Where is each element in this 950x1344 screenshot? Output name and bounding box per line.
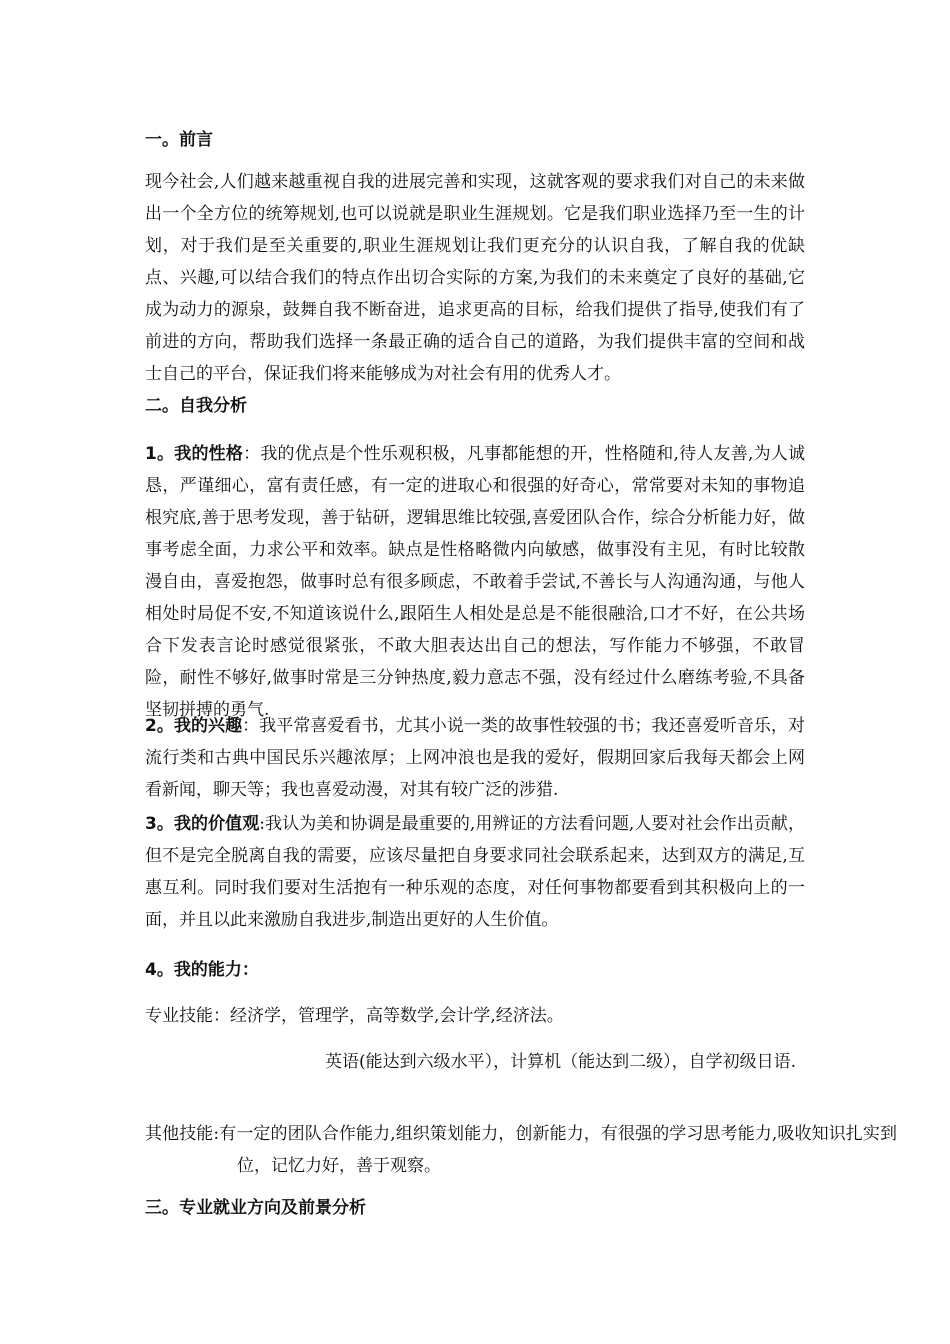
- interests-separator: ：: [242, 716, 260, 736]
- personality-paragraph: [145, 438, 805, 726]
- values-separator: :: [259, 814, 266, 834]
- interests-lead: 2。我的兴趣: [145, 716, 243, 736]
- values-lead: 3。我的价值观: [145, 814, 260, 834]
- section-heading-self-analysis: 二。自我分析: [145, 396, 247, 416]
- professional-skills: 专业技能：经济学，管理学，高等数学,会计学,经济法。: [145, 1006, 564, 1026]
- language-computer-skills: 英语(能达到六级水平），计算机（能达到二级），自学初级日语.: [325, 1052, 797, 1072]
- personality-lead: 1。我的性格: [145, 444, 244, 464]
- other-skills: 其他技能:有一定的团队合作能力,组织策划能力，创新能力，有很强的学习思考能力,吸收知识扎实到位，记忆力好，善于观察。: [145, 1124, 897, 1176]
- interests-body: 我平常喜爱看书，尤其小说一类的故事性较强的书；我还喜爱听音乐，对流行类和古典中国民乐兴趣浓厚；上网冲浪也是我的爱好，假期回家后我每天都会上网看新闻，聊天等；我也喜爱动漫，对其有较广泛的涉猎.: [145, 716, 805, 800]
- values-paragraph: [145, 808, 805, 936]
- section-heading-career: 三。专业就业方向及前景分析: [145, 1198, 366, 1218]
- section-heading-preface: 一。前言: [145, 130, 213, 150]
- preface-paragraph: 现今社会,人们越来越重视自我的进展完善和实现，这就客观的要求我们对自己的未来做出一个全方位的统筹规划,也可以说就是职业生涯规划。它是我们职业选择乃至一生的计划，对于我们是至关重要的,职业生涯规划让我们更充分的认识自我，了解自我的优缺点、兴趣,可以结合我们的特点作出切合实际的方案,为我们的未来奠定了良好的基础,它成为动力的源泉，鼓舞自我不断奋进，追求更高的目标，给我们提供了指导,使我们有了前进的方向，帮助我们选择一条最正确的适合自己的道路，为我们提供丰富的空间和战士自己的平台，保证我们将来能够成为对社会有用的优秀人才。: [145, 172, 805, 384]
- personality-body: 我的优点是个性乐观积极，凡事都能想的开，性格随和,待人友善,为人诚恳，严谨细心，富有责任感，有一定的进取心和很强的好奇心，常常要对未知的事物追根究底,善于思考发现，善于钻研，逻辑思维比较强,喜爱团队合作，综合分析能力好，做事考虑全面，力求公平和效率。缺点是性格略微内向敏感，做事没有主见，有时比较散漫自由，喜爱抱怨，做事时总有很多顾虑，不敢着手尝试,不善长与人沟通沟通，与他人相处时局促不安,不知道该说什么,跟陌生人相处是总是不能很融洽,口才不好，在公共场合下发表言论时感觉很紧张，不敢大胆表达出自己的想法，写作能力不够强，不敢冒险，耐性不够好,做事时常是三分钟热度,毅力意志不强，没有经过什么磨练考验,不具备坚韧拼搏的勇气.: [145, 444, 805, 720]
- interests-paragraph: [145, 710, 805, 806]
- abilities-heading: 4。我的能力：: [145, 960, 259, 980]
- values-body: 我认为美和协调是最重要的,用辨证的方法看问题,人要对社会作出贡献，但不是完全脱离自我的需要，应该尽量把自身要求同社会联系起来，达到双方的满足,互惠互利。同时我们要对生活抱有一种乐观的态度，对任何事物都要看到其积极向上的一面，并且以此来激励自我进步,制造出更好的人生价值。: [145, 814, 805, 930]
- personality-separator: ：: [243, 444, 261, 464]
